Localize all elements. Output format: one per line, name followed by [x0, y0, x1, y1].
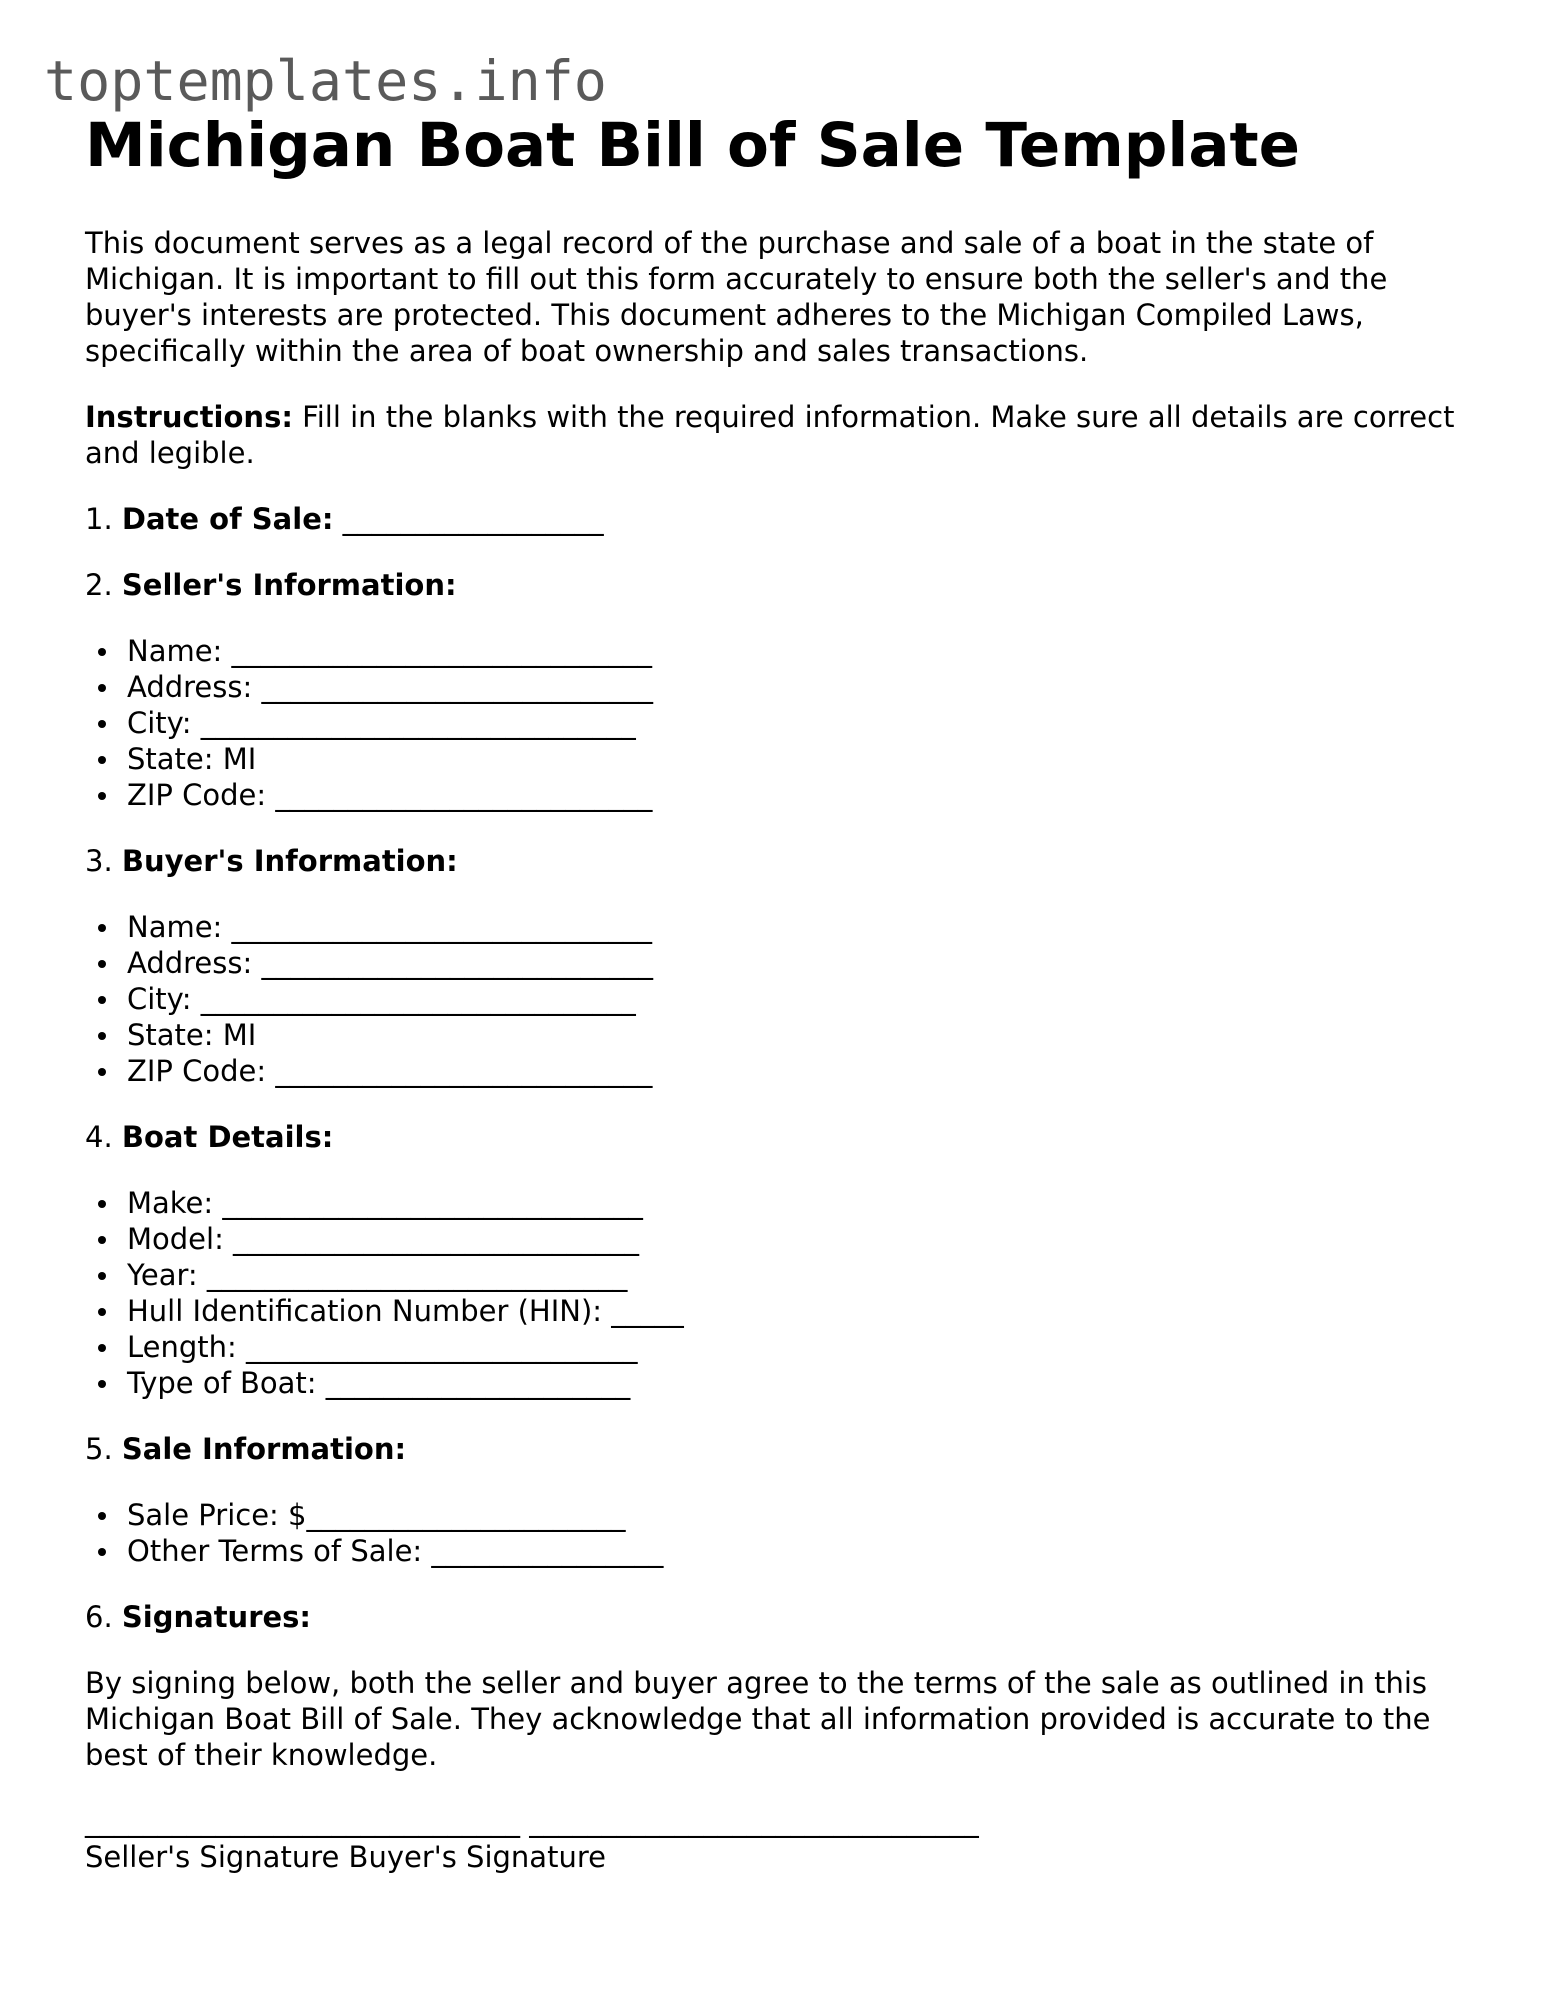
section-heading-signatures-row [85, 1599, 1465, 1635]
boat-hin-field[interactable]: Hull Identification Number (HIN): _____ [127, 1293, 1465, 1329]
section-heading-buyer-row [85, 843, 1465, 879]
boat-year-field[interactable]: Year: _____________________________ [127, 1257, 1465, 1293]
sale-fields-list [85, 1497, 1465, 1569]
buyer-address-field[interactable]: Address: ___________________________ [127, 945, 1465, 981]
buyer-name-field[interactable]: Name: _____________________________ [127, 909, 1465, 945]
seller-name-field[interactable]: Name: _____________________________ [127, 633, 1465, 669]
section-number: 3. [85, 844, 122, 878]
sale-price-field[interactable]: Sale Price: $______________________ [127, 1497, 1465, 1533]
section-number: 1. [85, 502, 122, 536]
section-heading-sale-row [85, 1431, 1465, 1467]
instructions-label: Instructions: [85, 400, 293, 434]
signature-lines[interactable]: ______________________________ _______________________________ [85, 1804, 979, 1838]
signature-labels: Seller's Signature Buyer's Signature [85, 1840, 606, 1874]
intro-paragraph: This document serves as a legal record of the purchase and sale of a boat in the state of Michigan. It is important to fill out this form accurately to ensure both the seller's and the buyer's interests are protected. This document adheres to the Michigan Compiled Laws, specifically within the area of boat ownership and sales transactions. [85, 226, 1388, 368]
buyer-city-field[interactable]: City: ______________________________ [127, 981, 1465, 1017]
seller-address-field[interactable]: Address: ___________________________ [127, 669, 1465, 705]
seller-state-field: State: MI [127, 741, 1465, 777]
section-number: 5. [85, 1432, 122, 1466]
buyer-state-field: State: MI [127, 1017, 1465, 1053]
boat-model-field[interactable]: Model: ____________________________ [127, 1221, 1465, 1257]
date-of-sale-field[interactable] [85, 501, 1465, 537]
section-heading-signatures: Signatures: [121, 1600, 312, 1634]
page-title: Michigan Boat Bill of Sale Template [85, 110, 1301, 181]
instructions-paragraph [85, 399, 1465, 471]
boat-length-field[interactable]: Length: ___________________________ [127, 1329, 1465, 1365]
boat-fields-list [85, 1185, 1465, 1401]
boat-type-field[interactable]: Type of Boat: _____________________ [127, 1365, 1465, 1401]
section-heading-boat: Boat Details: [121, 1120, 334, 1154]
instructions-text: Fill in the blanks with the required information. Make sure all details are correct and legible. [85, 400, 1455, 470]
buyer-fields-list [85, 909, 1465, 1089]
date-of-sale-blank[interactable]: __________________ [333, 502, 604, 536]
other-terms-field[interactable]: Other Terms of Sale: ________________ [127, 1533, 1465, 1569]
document-body [85, 108, 1465, 1875]
buyer-zip-field[interactable]: ZIP Code: __________________________ [127, 1053, 1465, 1089]
boat-make-field[interactable]: Make: _____________________________ [127, 1185, 1465, 1221]
watermark: toptemplates.info [44, 49, 607, 113]
section-number: 4. [85, 1120, 122, 1154]
section-heading-date: Date of Sale: [121, 502, 334, 536]
seller-zip-field[interactable]: ZIP Code: __________________________ [127, 777, 1465, 813]
seller-city-field[interactable]: City: ______________________________ [127, 705, 1465, 741]
section-heading-seller-row [85, 567, 1465, 603]
section-number: 2. [85, 568, 122, 602]
signatures-paragraph: By signing below, both the seller and buyer agree to the terms of the sale as outlined in this Michigan Boat Bill of Sale. They acknowledge that all information provided is accurate to the best of their knowledge. [85, 1666, 1431, 1772]
section-heading-sale: Sale Information: [121, 1432, 407, 1466]
section-number: 6. [85, 1600, 122, 1634]
seller-fields-list [85, 633, 1465, 813]
section-heading-buyer: Buyer's Information: [121, 844, 458, 878]
section-heading-seller: Seller's Information: [121, 568, 457, 602]
section-heading-boat-row [85, 1119, 1465, 1155]
